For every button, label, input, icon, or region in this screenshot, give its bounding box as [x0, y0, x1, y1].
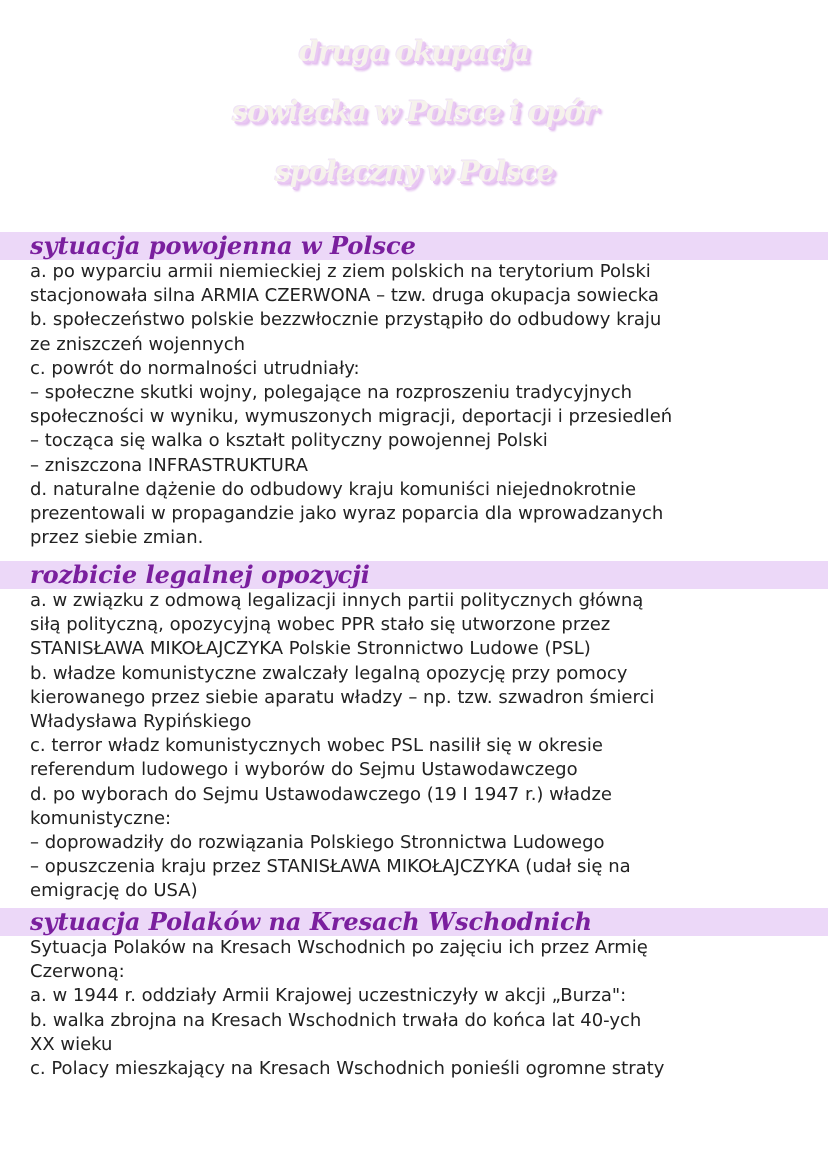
- text-line: a. w związku z odmową legalizacji innych partii politycznych główną: [30, 590, 644, 611]
- section-heading: sytuacja Polaków na Kresach Wschodnich: [30, 907, 593, 936]
- text-line: Sytuacja Polaków na Kresach Wschodnich po zajęciu ich przez Armię: [30, 937, 648, 958]
- text-line: Władysława Rypińskiego: [30, 711, 252, 733]
- text-line: emigrację do USA): [30, 880, 198, 902]
- text-line: kierowanego przez siebie aparatu władzy – np. tzw. szwadron śmierci: [30, 686, 655, 708]
- text-line: a. w 1944 r. oddziały Armii Krajowej uczestniczyły w akcji „Burza":: [30, 985, 627, 1007]
- section-body-opozycja: [30, 589, 810, 904]
- text-line: d. naturalne dążenie do odbudowy kraju komuniści niejednokrotnie: [30, 478, 637, 500]
- text-line: c. Polacy mieszkający na Kresach Wschodnich ponieśli ogromne straty: [30, 1058, 665, 1080]
- title-line-2: sowiecka w Polsce i opór: [232, 95, 596, 128]
- text-line: stacjonowała silna ARMIA CZERWONA – tzw. druga okupacja sowiecka: [30, 285, 659, 307]
- text-line: Czerwoną:: [30, 961, 125, 983]
- text-line: – doprowadziły do rozwiązania Polskiego Stronnictwa Ludowego: [30, 832, 605, 854]
- page-title: [0, 22, 828, 202]
- text-line: a. po wyparciu armii niemieckiej z ziem polskich na terytorium Polski: [30, 261, 651, 282]
- text-line: społeczności w wyniku, wymuszonych migracji, deportacji i przesiedleń: [30, 406, 673, 428]
- text-line: b. społeczeństwo polskie bezzwłocznie przystąpiło do odbudowy kraju: [30, 309, 662, 331]
- text-line: – społeczne skutki wojny, polegające na rozproszeniu tradycyjnych: [30, 382, 633, 404]
- title-line-3: społeczny w Polsce: [274, 155, 554, 188]
- text-line: c. terror władz komunistycznych wobec PSL nasilił się w okresie: [30, 735, 603, 757]
- text-line: referendum ludowego i wyborów do Sejmu Ustawodawczego: [30, 759, 578, 781]
- section-heading: sytuacja powojenna w Polsce: [30, 231, 416, 260]
- text-line: ze zniszczeń wojennych: [30, 333, 246, 355]
- text-line: przez siebie zmian.: [30, 527, 204, 549]
- text-line: c. powrót do normalności utrudniały:: [30, 357, 360, 379]
- section-header-powojenna: [0, 232, 828, 260]
- text-line: b. władze komunistyczne zwalczały legalną opozycję przy pomocy: [30, 662, 628, 684]
- section-body-powojenna: [30, 260, 810, 550]
- text-line: prezentowali w propagandzie jako wyraz poparcia dla wprowadzanych: [30, 503, 664, 525]
- text-line: – zniszczona INFRASTRUKTURA: [30, 454, 308, 476]
- section-header-kresy: [0, 908, 828, 936]
- text-line: – opuszczenia kraju przez STANISŁAWA MIKOŁAJCZYKA (udał się na: [30, 856, 631, 878]
- text-line: b. walka zbrojna na Kresach Wschodnich trwała do końca lat 40-ych: [30, 1009, 642, 1031]
- section-header-opozycja: [0, 561, 828, 589]
- text-line: STANISŁAWA MIKOŁAJCZYKA Polskie Stronnictwo Ludowe (PSL): [30, 638, 591, 660]
- title-line-1: druga okupacja: [299, 35, 529, 68]
- text-line: siłą polityczną, opozycyjną wobec PPR stało się utworzone przez: [30, 614, 611, 636]
- section-heading: rozbicie legalnej opozycji: [30, 560, 370, 589]
- text-line: komunistyczne:: [30, 807, 172, 829]
- section-body-kresy: [30, 936, 810, 1081]
- text-line: XX wieku: [30, 1033, 113, 1055]
- text-line: – tocząca się walka o kształt polityczny powojennej Polski: [30, 430, 548, 452]
- text-line: d. po wyborach do Sejmu Ustawodawczego (19 I 1947 r.) władze: [30, 783, 612, 805]
